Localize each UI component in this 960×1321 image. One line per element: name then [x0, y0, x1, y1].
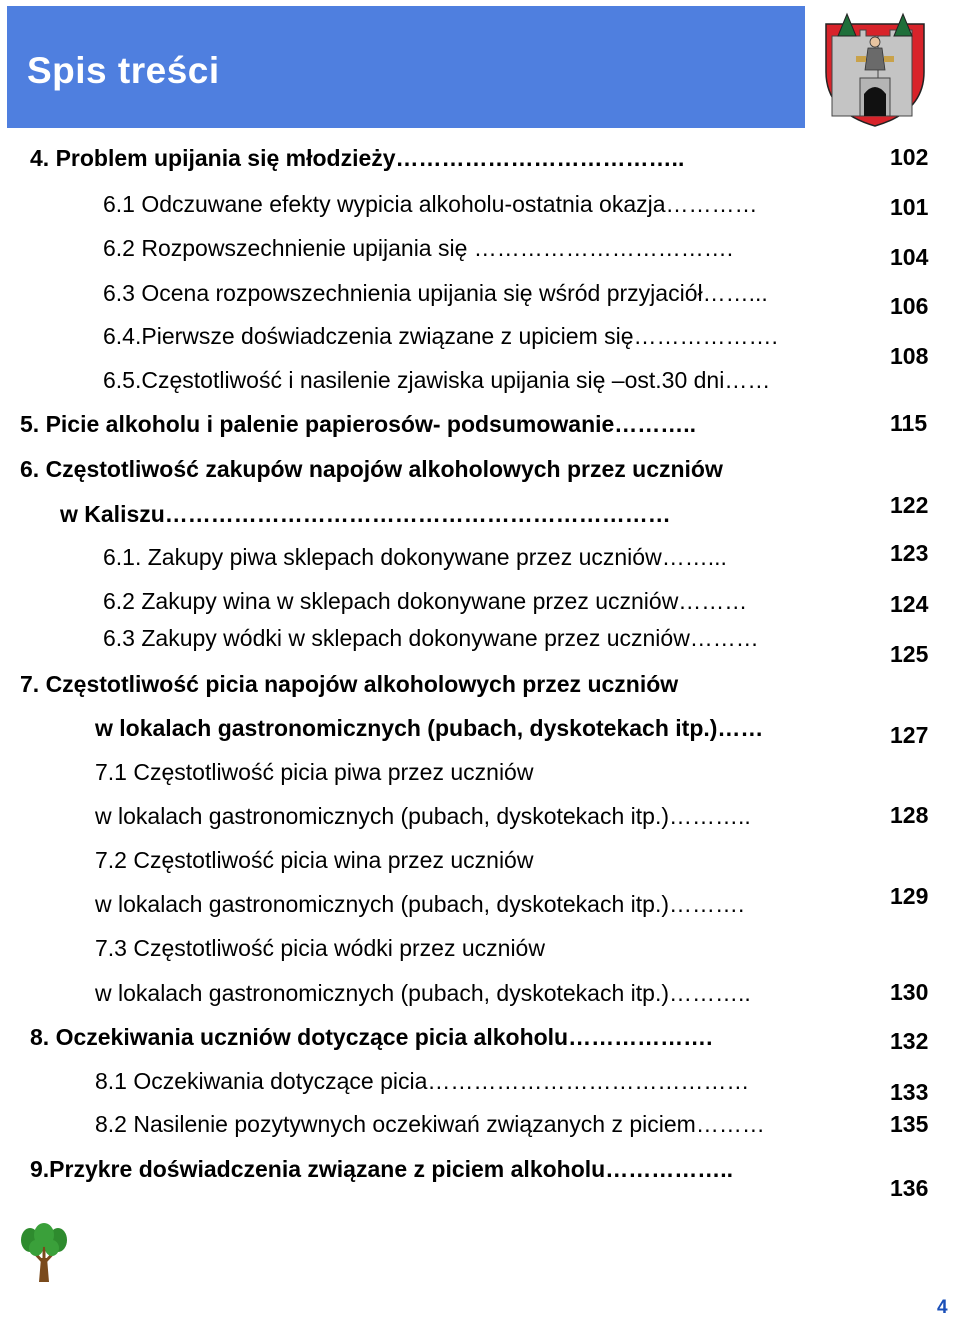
page-ref: 102 — [890, 144, 929, 170]
header-band — [7, 6, 805, 128]
page-ref: 101 — [890, 194, 929, 220]
page-ref: 122 — [890, 492, 929, 518]
toc-entry-7-cont[interactable]: w lokalach gastronomicznych (pubach, dyskotekach itp.)…… — [95, 715, 764, 741]
toc-entry-6-3b[interactable]: 6.3 Zakupy wódki w sklepach dokonywane przez uczniów……… — [103, 625, 759, 651]
toc-entry-4[interactable]: 4. Problem upijania się młodzieży……………………………….. — [30, 145, 685, 171]
toc-entry-6-5[interactable]: 6.5.Częstotliwość i nasilenie zjawiska upijania się –ost.30 dni…… — [103, 367, 771, 393]
toc-entry-6-cont[interactable]: w Kaliszu………………………………………………………… — [60, 501, 671, 527]
toc-entry-8-2[interactable]: 8.2 Nasilenie pozytywnych oczekiwań związanych z piciem……… — [95, 1111, 765, 1137]
toc-entry-7-1[interactable]: 7.1 Częstotliwość picia piwa przez uczniów — [95, 759, 534, 785]
toc-entry-6-3[interactable]: 6.3 Ocena rozpowszechnienia upijania się wśród przyjaciół……... — [103, 280, 768, 306]
toc-entry-8[interactable]: 8. Oczekiwania uczniów dotyczące picia alkoholu………………. — [30, 1024, 713, 1050]
toc-entry-6-2b[interactable]: 6.2 Zakupy wina w sklepach dokonywane przez uczniów……… — [103, 588, 748, 614]
page-ref: 125 — [890, 641, 929, 667]
toc-entry-7-1-cont[interactable]: w lokalach gastronomicznych (pubach, dyskotekach itp.)……….. — [95, 803, 751, 829]
toc-entry-7-3-cont[interactable]: w lokalach gastronomicznych (pubach, dyskotekach itp.)……….. — [95, 980, 751, 1006]
tree-icon — [20, 1222, 68, 1284]
page-ref: 136 — [890, 1175, 929, 1201]
page-ref: 135 — [890, 1111, 929, 1137]
toc-entry-6-4[interactable]: 6.4.Pierwsze doświadczenia związane z upiciem się………………. — [103, 323, 778, 349]
page-ref: 123 — [890, 540, 929, 566]
toc-entry-6[interactable]: 6. Częstotliwość zakupów napojów alkoholowych przez uczniów — [20, 456, 723, 482]
page-ref: 106 — [890, 293, 929, 319]
page-ref: 108 — [890, 343, 929, 369]
page-ref: 104 — [890, 244, 929, 270]
page-ref: 132 — [890, 1028, 929, 1054]
toc-entry-7[interactable]: 7. Częstotliwość picia napojów alkoholowych przez uczniów — [20, 671, 679, 697]
page-number: 4 — [937, 1297, 948, 1318]
coat-of-arms-icon — [820, 6, 930, 128]
toc-entry-7-3[interactable]: 7.3 Częstotliwość picia wódki przez uczniów — [95, 935, 545, 961]
page-ref: 129 — [890, 883, 929, 909]
toc-entry-6-1b[interactable]: 6.1. Zakupy piwa sklepach dokonywane przez uczniów……... — [103, 544, 727, 570]
toc-entry-9[interactable]: 9.Przykre doświadczenia związane z piciem alkoholu…………….. — [30, 1156, 733, 1182]
toc-entry-8-1[interactable]: 8.1 Oczekiwania dotyczące picia…………………………………… — [95, 1068, 750, 1094]
toc-entry-7-2[interactable]: 7.2 Częstotliwość picia wina przez uczniów — [95, 847, 534, 873]
page-ref: 130 — [890, 979, 929, 1005]
toc-entry-5[interactable]: 5. Picie alkoholu i palenie papierosów- podsumowanie……….. — [20, 411, 697, 437]
toc-entry-7-2-cont[interactable]: w lokalach gastronomicznych (pubach, dyskotekach itp.)………. — [95, 891, 745, 917]
toc-entry-6-2[interactable]: 6.2 Rozpowszechnienie upijania się ……………………………. — [103, 235, 734, 261]
page-ref: 115 — [890, 410, 928, 436]
page-ref: 124 — [890, 591, 929, 617]
toc-entry-6-1[interactable]: 6.1 Odczuwane efekty wypicia alkoholu-ostatnia okazja………… — [103, 191, 758, 217]
page-title: Spis treści — [27, 50, 220, 91]
page-ref: 133 — [890, 1079, 929, 1105]
page-ref: 128 — [890, 802, 929, 828]
page-ref: 127 — [890, 722, 929, 748]
